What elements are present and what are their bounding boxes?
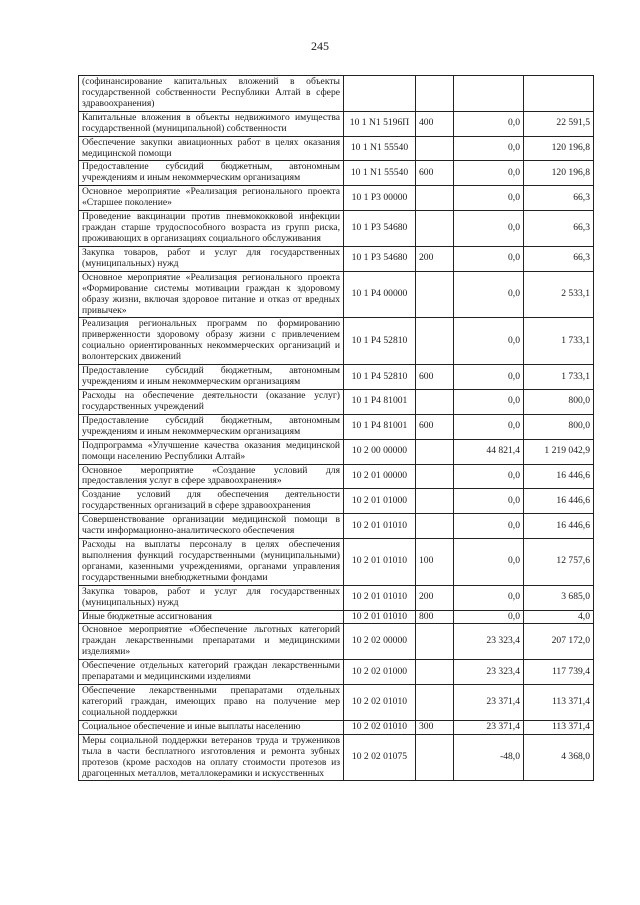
row-code-cell: 10 2 02 01000: [344, 660, 416, 685]
row-change-cell: [454, 76, 524, 112]
row-name-cell: Расходы на выплаты персоналу в целях обеспечения выполнения функций государственными (муниципальными) органами, казенными учреждениями, органами управления государственными внебюджетными фондами: [79, 539, 344, 586]
row-code-cell: 10 2 02 01010: [344, 685, 416, 721]
row-name-cell: Капитальные вложения в объекты недвижимого имущества государственной (муниципальной) собственности: [79, 111, 344, 136]
row-code-cell: 10 1 P4 00000: [344, 271, 416, 318]
row-change-cell: 0,0: [454, 211, 524, 247]
row-change-cell: 0,0: [454, 539, 524, 586]
row-change-cell: 23 323,4: [454, 660, 524, 685]
row-total-cell: 22 591,5: [524, 111, 594, 136]
row-expense-type-cell: 800: [416, 610, 454, 624]
row-code-cell: 10 2 01 01010: [344, 539, 416, 586]
row-change-cell: -48,0: [454, 734, 524, 781]
row-name-cell: Совершенствование организации медицинской помощи в части информационно-аналитического обеспечения: [79, 514, 344, 539]
row-code-cell: 10 2 02 00000: [344, 624, 416, 660]
row-code-cell: 10 1 P3 54680: [344, 246, 416, 271]
row-code-cell: 10 1 P3 54680: [344, 211, 416, 247]
table-row: [79, 539, 594, 586]
table-row: [79, 365, 594, 390]
row-change-cell: 0,0: [454, 161, 524, 186]
row-expense-type-cell: [416, 624, 454, 660]
row-name-cell: Основное мероприятие «Обеспечение льготных категорий граждан лекарственными препаратами и медицинскими изделиями»: [79, 624, 344, 660]
row-code-cell: 10 1 P4 81001: [344, 414, 416, 439]
row-expense-type-cell: 600: [416, 414, 454, 439]
row-name-cell: Основное мероприятие «Реализация регионального проекта «Старшее поколение»: [79, 186, 344, 211]
row-expense-type-cell: [416, 734, 454, 781]
row-name-cell: Расходы на обеспечение деятельности (оказание услуг) государственных учреждений: [79, 389, 344, 414]
row-total-cell: 66,3: [524, 246, 594, 271]
row-expense-type-cell: [416, 136, 454, 161]
table-row: [79, 318, 594, 365]
table-row: [79, 624, 594, 660]
row-total-cell: 120 196,8: [524, 161, 594, 186]
row-expense-type-cell: 100: [416, 539, 454, 586]
row-name-cell: Меры социальной поддержки ветеранов труда и тружеников тыла в части бесплатного изготовления и ремонта зубных протезов (кроме расходов на оплату стоимости протезов из драгоценных металлов, металлокерамики и искусственных: [79, 734, 344, 781]
row-change-cell: 0,0: [454, 464, 524, 489]
row-change-cell: 0,0: [454, 271, 524, 318]
row-total-cell: 117 739,4: [524, 660, 594, 685]
row-total-cell: 66,3: [524, 211, 594, 247]
row-name-cell: Обеспечение лекарственными препаратами отдельных категорий граждан, имеющих право на получение мер социальной поддержки: [79, 685, 344, 721]
table-row: [79, 720, 594, 734]
row-code-cell: 10 1 P4 81001: [344, 389, 416, 414]
row-expense-type-cell: [416, 489, 454, 514]
row-expense-type-cell: [416, 514, 454, 539]
row-code-cell: [344, 76, 416, 112]
row-name-cell: Создание условий для обеспечения деятельности государственных организаций в сфере здравоохранения: [79, 489, 344, 514]
row-total-cell: 1 733,1: [524, 318, 594, 365]
row-change-cell: 23 371,4: [454, 720, 524, 734]
row-code-cell: 10 1 P4 52810: [344, 318, 416, 365]
row-change-cell: 0,0: [454, 610, 524, 624]
row-total-cell: 1 733,1: [524, 365, 594, 390]
table-row: [79, 585, 594, 610]
row-expense-type-cell: [416, 660, 454, 685]
row-change-cell: 0,0: [454, 365, 524, 390]
table-row: [79, 610, 594, 624]
row-total-cell: 16 446,6: [524, 514, 594, 539]
row-change-cell: 0,0: [454, 585, 524, 610]
row-code-cell: 10 2 01 01010: [344, 610, 416, 624]
row-total-cell: 113 371,4: [524, 720, 594, 734]
row-code-cell: 10 1 P4 52810: [344, 365, 416, 390]
row-total-cell: 120 196,8: [524, 136, 594, 161]
row-change-cell: 44 821,4: [454, 439, 524, 464]
row-total-cell: 66,3: [524, 186, 594, 211]
row-total-cell: 4,0: [524, 610, 594, 624]
row-code-cell: 10 2 01 01010: [344, 585, 416, 610]
row-name-cell: Закупка товаров, работ и услуг для государственных (муниципальных) нужд: [79, 246, 344, 271]
row-expense-type-cell: [416, 318, 454, 365]
row-total-cell: 1 219 042,9: [524, 439, 594, 464]
row-change-cell: 0,0: [454, 389, 524, 414]
row-total-cell: 16 446,6: [524, 489, 594, 514]
row-expense-type-cell: 400: [416, 111, 454, 136]
table-row: [79, 111, 594, 136]
page-number: 245: [311, 39, 329, 53]
row-name-cell: Основное мероприятие «Реализация регионального проекта «Формирование системы мотивации граждан к здоровому образу жизни, включая здоровое питание и отказ от вредных привычек»: [79, 271, 344, 318]
row-change-cell: 0,0: [454, 489, 524, 514]
table-row: [79, 489, 594, 514]
row-expense-type-cell: 200: [416, 585, 454, 610]
row-code-cell: 10 1 N1 55540: [344, 161, 416, 186]
row-expense-type-cell: [416, 685, 454, 721]
row-code-cell: 10 2 01 01010: [344, 514, 416, 539]
row-total-cell: 16 446,6: [524, 464, 594, 489]
table-row: [79, 76, 594, 112]
row-total-cell: 800,0: [524, 389, 594, 414]
row-total-cell: 12 757,6: [524, 539, 594, 586]
row-code-cell: 10 1 P3 00000: [344, 186, 416, 211]
row-code-cell: 10 2 01 01000: [344, 489, 416, 514]
table-row: [79, 136, 594, 161]
row-change-cell: 0,0: [454, 136, 524, 161]
row-code-cell: 10 1 N1 55540: [344, 136, 416, 161]
row-expense-type-cell: [416, 389, 454, 414]
row-change-cell: 0,0: [454, 414, 524, 439]
row-code-cell: 10 2 02 01075: [344, 734, 416, 781]
budget-table: [78, 75, 594, 781]
row-change-cell: 0,0: [454, 514, 524, 539]
table-row: [79, 389, 594, 414]
row-total-cell: 207 172,0: [524, 624, 594, 660]
row-expense-type-cell: 300: [416, 720, 454, 734]
row-total-cell: 800,0: [524, 414, 594, 439]
table-row: [79, 211, 594, 247]
row-change-cell: 0,0: [454, 246, 524, 271]
row-total-cell: [524, 76, 594, 112]
table-row: [79, 439, 594, 464]
row-change-cell: 23 323,4: [454, 624, 524, 660]
row-name-cell: Реализация региональных программ по формированию приверженности здоровому образу жизни с привлечением социально ориентированных некоммерческих организаций и волонтерских движений: [79, 318, 344, 365]
row-expense-type-cell: 600: [416, 161, 454, 186]
row-expense-type-cell: 600: [416, 365, 454, 390]
row-name-cell: Подпрограмма «Улучшение качества оказания медицинской помощи населению Республики Алтай»: [79, 439, 344, 464]
row-code-cell: 10 1 N1 5196П: [344, 111, 416, 136]
row-expense-type-cell: [416, 464, 454, 489]
row-total-cell: 113 371,4: [524, 685, 594, 721]
row-change-cell: 0,0: [454, 186, 524, 211]
row-code-cell: 10 2 00 00000: [344, 439, 416, 464]
table-row: [79, 271, 594, 318]
row-expense-type-cell: [416, 271, 454, 318]
table-row: [79, 186, 594, 211]
row-name-cell: Обеспечение отдельных категорий граждан лекарственными препаратами и медицинскими изделиями: [79, 660, 344, 685]
table-row: [79, 685, 594, 721]
row-change-cell: 0,0: [454, 111, 524, 136]
row-name-cell: Предоставление субсидий бюджетным, автономным учреждениям и иным некоммерческим организациям: [79, 161, 344, 186]
row-expense-type-cell: [416, 76, 454, 112]
row-total-cell: 4 368,0: [524, 734, 594, 781]
row-total-cell: 2 533,1: [524, 271, 594, 318]
row-name-cell: Социальное обеспечение и иные выплаты населению: [79, 720, 344, 734]
row-name-cell: Закупка товаров, работ и услуг для государственных (муниципальных) нужд: [79, 585, 344, 610]
row-name-cell: Иные бюджетные ассигнования: [79, 610, 344, 624]
table-row: [79, 246, 594, 271]
table-row: [79, 161, 594, 186]
row-total-cell: 3 685,0: [524, 585, 594, 610]
row-change-cell: 0,0: [454, 318, 524, 365]
budget-table-body: [79, 76, 594, 781]
table-row: [79, 660, 594, 685]
row-name-cell: (софинансирование капитальных вложений в объекты государственной собственности Республики Алтай в сфере здравоохранения): [79, 76, 344, 112]
row-name-cell: Проведение вакцинации против пневмококковой инфекции граждан старше трудоспособного возраста из групп риска, проживающих в организациях социального обслуживания: [79, 211, 344, 247]
row-name-cell: Обеспечение закупки авиационных работ в целях оказания медицинской помощи: [79, 136, 344, 161]
row-code-cell: 10 2 01 00000: [344, 464, 416, 489]
table-row: [79, 464, 594, 489]
table-row: [79, 734, 594, 781]
row-change-cell: 23 371,4: [454, 685, 524, 721]
row-name-cell: Основное мероприятие «Создание условий для предоставления услуг в сфере здравоохранения»: [79, 464, 344, 489]
table-row: [79, 514, 594, 539]
row-name-cell: Предоставление субсидий бюджетным, автономным учреждениям и иным некоммерческим организациям: [79, 414, 344, 439]
table-row: [79, 414, 594, 439]
row-expense-type-cell: [416, 186, 454, 211]
row-expense-type-cell: [416, 439, 454, 464]
row-code-cell: 10 2 02 01010: [344, 720, 416, 734]
row-expense-type-cell: [416, 211, 454, 247]
row-name-cell: Предоставление субсидий бюджетным, автономным учреждениям и иным некоммерческим организациям: [79, 365, 344, 390]
row-expense-type-cell: 200: [416, 246, 454, 271]
